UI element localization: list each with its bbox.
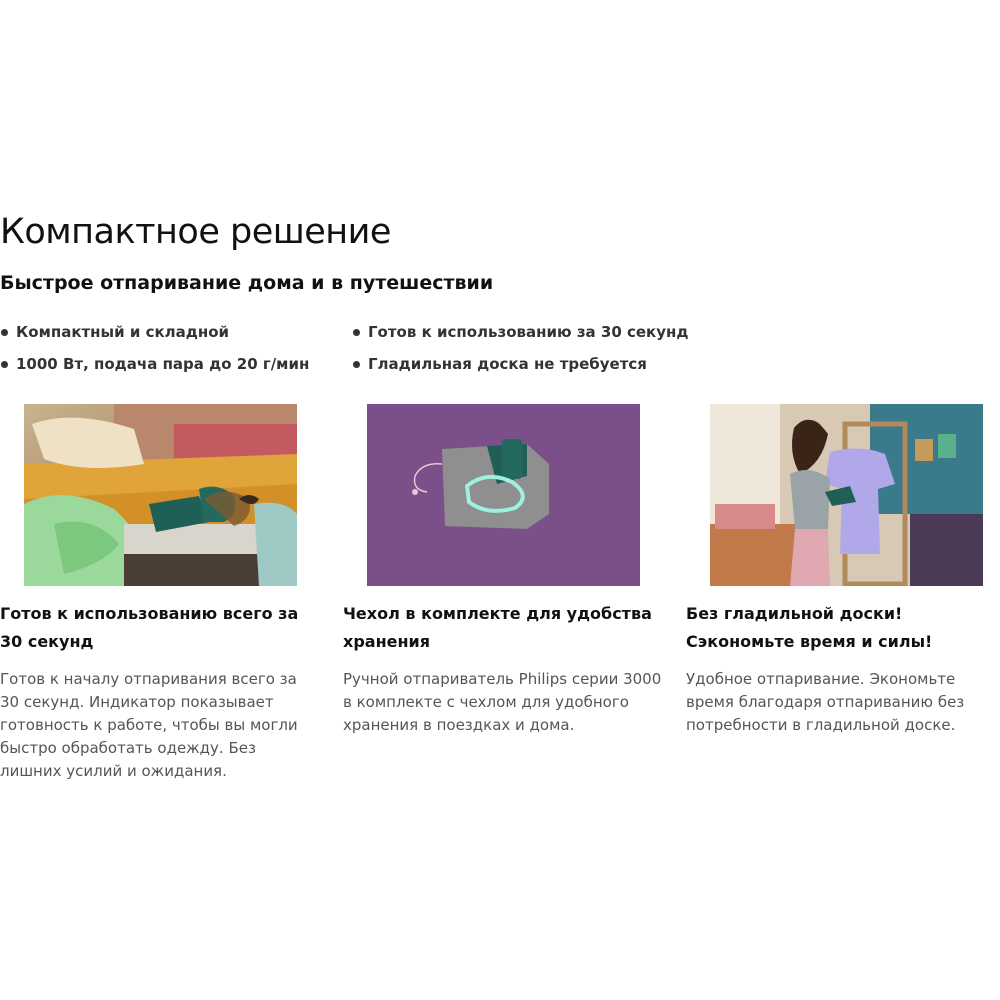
feature-label: 1000 Вт, подача пара до 20 г/мин (16, 355, 310, 373)
steamer-on-bed-icon (24, 404, 297, 586)
feature-card-pouch (343, 404, 663, 737)
bullet-icon (1, 361, 8, 368)
page-title: Компактное решение (0, 212, 391, 252)
card-text: Ручной отпариватель Philips серии 3000 в комплекте с чехлом для удобного хранения в поездках и дома. (343, 670, 662, 734)
feature-card-ready (0, 404, 320, 783)
woman-steaming-shirt-photo (710, 404, 983, 586)
card-title: Готов к использованию всего за 30 секунд (0, 604, 299, 651)
feature-item (352, 348, 689, 380)
page-subtitle: Быстрое отпаривание дома и в путешествии (0, 272, 494, 294)
woman-steaming-shirt-icon (710, 404, 983, 586)
feature-list-left (0, 316, 309, 380)
card-title: Без гладильной доски! Сэкономьте время и силы! (686, 604, 933, 651)
feature-item (352, 316, 689, 348)
card-title: Чехол в комплекте для удобства хранения (343, 604, 652, 651)
card-text: Готов к началу отпаривания всего за 30 секунд. Индикатор показывает готовность к работе, чтобы вы могли быстро обработать одежду. Без лишних усилий и ожидания. (0, 670, 298, 780)
feature-list-right (352, 316, 689, 380)
bullet-icon (353, 361, 360, 368)
feature-item (0, 316, 309, 348)
feature-item (0, 348, 309, 380)
feature-card-no-board (686, 404, 1000, 737)
feature-label: Гладильная доска не требуется (368, 355, 647, 373)
card-text: Удобное отпаривание. Экономьте время благодаря отпариванию без потребности в гладильной доске. (686, 670, 965, 734)
bullet-icon (353, 329, 360, 336)
bullet-icon (1, 329, 8, 336)
steamer-with-pouch-photo (367, 404, 640, 586)
steamer-with-pouch-icon (367, 404, 640, 586)
feature-label: Готов к использованию за 30 секунд (368, 323, 689, 341)
feature-label: Компактный и складной (16, 323, 230, 341)
steamer-on-bed-photo (24, 404, 297, 586)
